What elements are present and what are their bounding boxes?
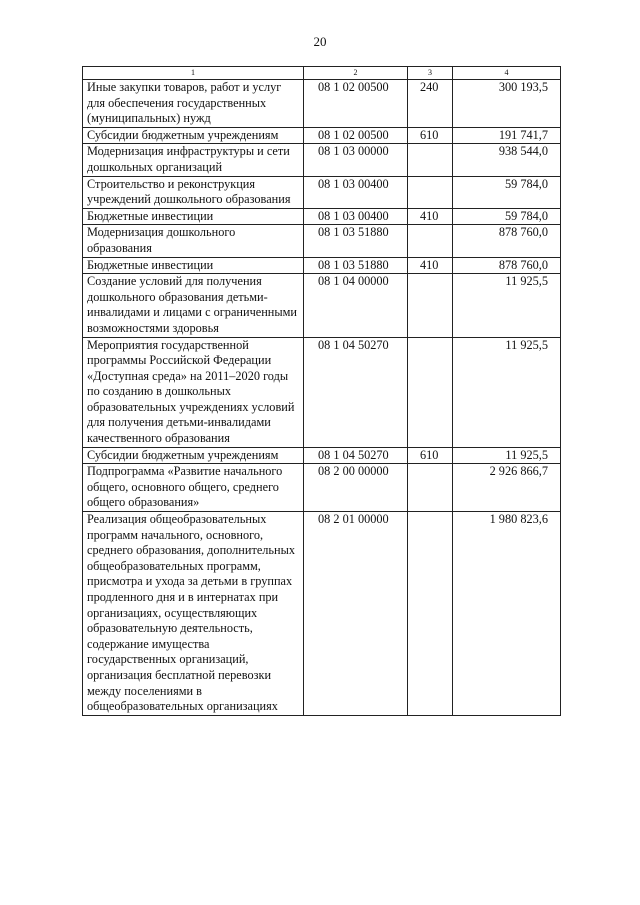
row-amount-cell: 878 760,0 — [453, 225, 561, 257]
column-header-1: 1 — [83, 67, 304, 80]
row-code-cell: 08 1 03 00000 — [304, 144, 408, 176]
row-expense-type-cell — [408, 225, 453, 257]
budget-table-body — [83, 67, 561, 716]
row-name-cell: Иные закупки товаров, работ и услуг для обеспечения государственных (муниципальных) нужд — [83, 80, 304, 128]
row-amount-cell: 59 784,0 — [453, 208, 561, 225]
row-expense-type-cell — [408, 274, 453, 337]
table-row — [83, 225, 561, 257]
column-header-2: 2 — [304, 67, 408, 80]
row-expense-type-cell: 410 — [408, 208, 453, 225]
row-code-cell: 08 2 00 00000 — [304, 464, 408, 512]
row-expense-type-cell — [408, 512, 453, 716]
column-header-3: 3 — [408, 67, 453, 80]
row-amount-cell: 300 193,5 — [453, 80, 561, 128]
column-header-4: 4 — [453, 67, 561, 80]
row-amount-cell: 938 544,0 — [453, 144, 561, 176]
row-code-cell: 08 1 04 50270 — [304, 337, 408, 447]
row-name-cell: Подпрограмма «Развитие начального общего, основного общего, среднего общего образования» — [83, 464, 304, 512]
row-name-cell: Строительство и реконструкция учреждений дошкольного образования — [83, 176, 304, 208]
row-amount-cell: 11 925,5 — [453, 337, 561, 447]
row-name-cell: Модернизация инфраструктуры и сети дошкольных организаций — [83, 144, 304, 176]
row-expense-type-cell: 610 — [408, 447, 453, 464]
row-name-cell: Мероприятия государственной программы Российской Федерации «Доступная среда» на 2011–2020 годы по созданию в дошкольных образовательных учреждениях условий для получения детьми-инвалидами качественного образования — [83, 337, 304, 447]
row-amount-cell: 11 925,5 — [453, 447, 561, 464]
table-row — [83, 512, 561, 716]
row-amount-cell: 191 741,7 — [453, 127, 561, 144]
row-name-cell: Субсидии бюджетным учреждениям — [83, 447, 304, 464]
row-code-cell: 08 1 02 00500 — [304, 127, 408, 144]
row-code-cell: 08 1 03 00400 — [304, 176, 408, 208]
row-name-cell: Создание условий для получения дошкольного образования детьми-инвалидами и лицами с ограниченными возможностями здоровья — [83, 274, 304, 337]
table-row — [83, 144, 561, 176]
row-code-cell: 08 1 02 00500 — [304, 80, 408, 128]
table-row — [83, 337, 561, 447]
row-amount-cell: 11 925,5 — [453, 274, 561, 337]
table-header-row — [83, 67, 561, 80]
row-code-cell: 08 1 03 00400 — [304, 208, 408, 225]
row-expense-type-cell — [408, 144, 453, 176]
row-name-cell: Реализация общеобразовательных программ начального, основного, среднего образования, дополнительных общеобразовательных программ, присмотра и ухода за детьми в группах продленного дня и в интернатах при организациях, осуществляющих образовательную деятельность, содержание имущества государственных организаций, организация бесплатной перевозки между поселениями в общеобразовательных организациях — [83, 512, 304, 716]
table-row — [83, 127, 561, 144]
table-row — [83, 208, 561, 225]
table-row — [83, 464, 561, 512]
row-expense-type-cell — [408, 337, 453, 447]
row-name-cell: Бюджетные инвестиции — [83, 257, 304, 274]
row-code-cell: 08 1 03 51880 — [304, 225, 408, 257]
budget-table — [82, 66, 561, 716]
row-code-cell: 08 1 04 00000 — [304, 274, 408, 337]
row-amount-cell: 878 760,0 — [453, 257, 561, 274]
row-code-cell: 08 1 04 50270 — [304, 447, 408, 464]
table-row — [83, 80, 561, 128]
table-row — [83, 257, 561, 274]
row-name-cell: Бюджетные инвестиции — [83, 208, 304, 225]
table-row — [83, 274, 561, 337]
page-number: 20 — [313, 34, 327, 49]
row-name-cell: Модернизация дошкольного образования — [83, 225, 304, 257]
row-amount-cell: 1 980 823,6 — [453, 512, 561, 716]
row-code-cell: 08 1 03 51880 — [304, 257, 408, 274]
row-expense-type-cell — [408, 464, 453, 512]
row-name-cell: Субсидии бюджетным учреждениям — [83, 127, 304, 144]
row-expense-type-cell: 240 — [408, 80, 453, 128]
row-expense-type-cell — [408, 176, 453, 208]
row-amount-cell: 59 784,0 — [453, 176, 561, 208]
table-row — [83, 176, 561, 208]
row-expense-type-cell: 410 — [408, 257, 453, 274]
row-expense-type-cell: 610 — [408, 127, 453, 144]
row-amount-cell: 2 926 866,7 — [453, 464, 561, 512]
row-code-cell: 08 2 01 00000 — [304, 512, 408, 716]
table-row — [83, 447, 561, 464]
